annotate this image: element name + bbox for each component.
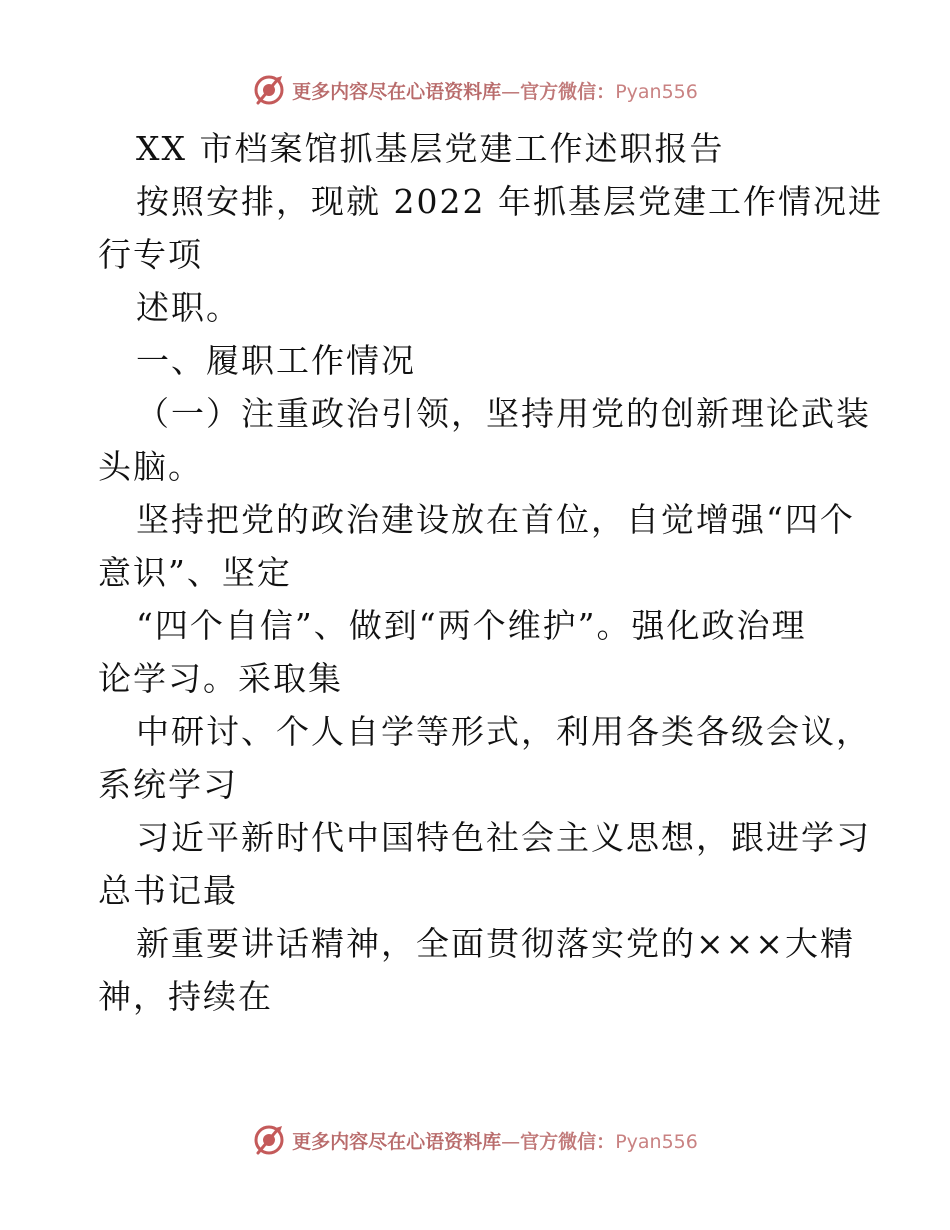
text-line: 系统学习 [98,765,238,804]
text-line: 按照安排，现就 2022 年抓基层党建工作情况进 [136,182,883,221]
document-title: XX 市档案馆抓基层党建工作述职报告 [136,129,725,168]
watermark-text [292,1127,698,1154]
watermark-dash: — [501,80,521,103]
text-line: “四个自信”、做到“两个维护”。强化政治理 [136,606,807,645]
watermark-main: 更多内容尽在心语资料库 [292,80,502,103]
watermark-wechat: Pyan556 [615,1130,698,1153]
text-line: 神，持续在 [98,977,273,1016]
text-line: 行专项 [98,235,203,274]
pen-logo-icon [252,73,286,107]
text-line: 中研讨、个人自学等形式，利用各类各级会议， [136,712,871,751]
pen-logo-icon [252,1123,286,1157]
watermark-wechat: Pyan556 [615,80,698,103]
header-watermark [0,70,950,110]
watermark-official: 官方微信： [520,80,616,103]
text-line: 论学习。采取集 [98,659,343,698]
document-body [98,122,883,1023]
watermark-main: 更多内容尽在心语资料库 [292,1130,502,1153]
text-line: （一）注重政治引领，坚持用党的创新理论武装 [136,394,871,433]
watermark-official: 官方微信： [520,1130,616,1153]
text-line: 习近平新时代中国特色社会主义思想，跟进学习 [136,818,871,857]
text-line: 意识”、坚定 [98,553,292,592]
text-line: 头脑。 [98,447,203,486]
footer-watermark [0,1120,950,1160]
text-line: 一、履职工作情况 [136,341,416,380]
watermark-dash: — [501,1130,521,1153]
watermark-text [292,77,698,104]
text-line: 坚持把党的政治建设放在首位，自觉增强“四个 [136,500,855,539]
text-line: 总书记最 [98,871,238,910]
text-line: 述职。 [136,288,241,327]
text-line: 新重要讲话精神，全面贯彻落实党的×××大精 [136,924,855,963]
